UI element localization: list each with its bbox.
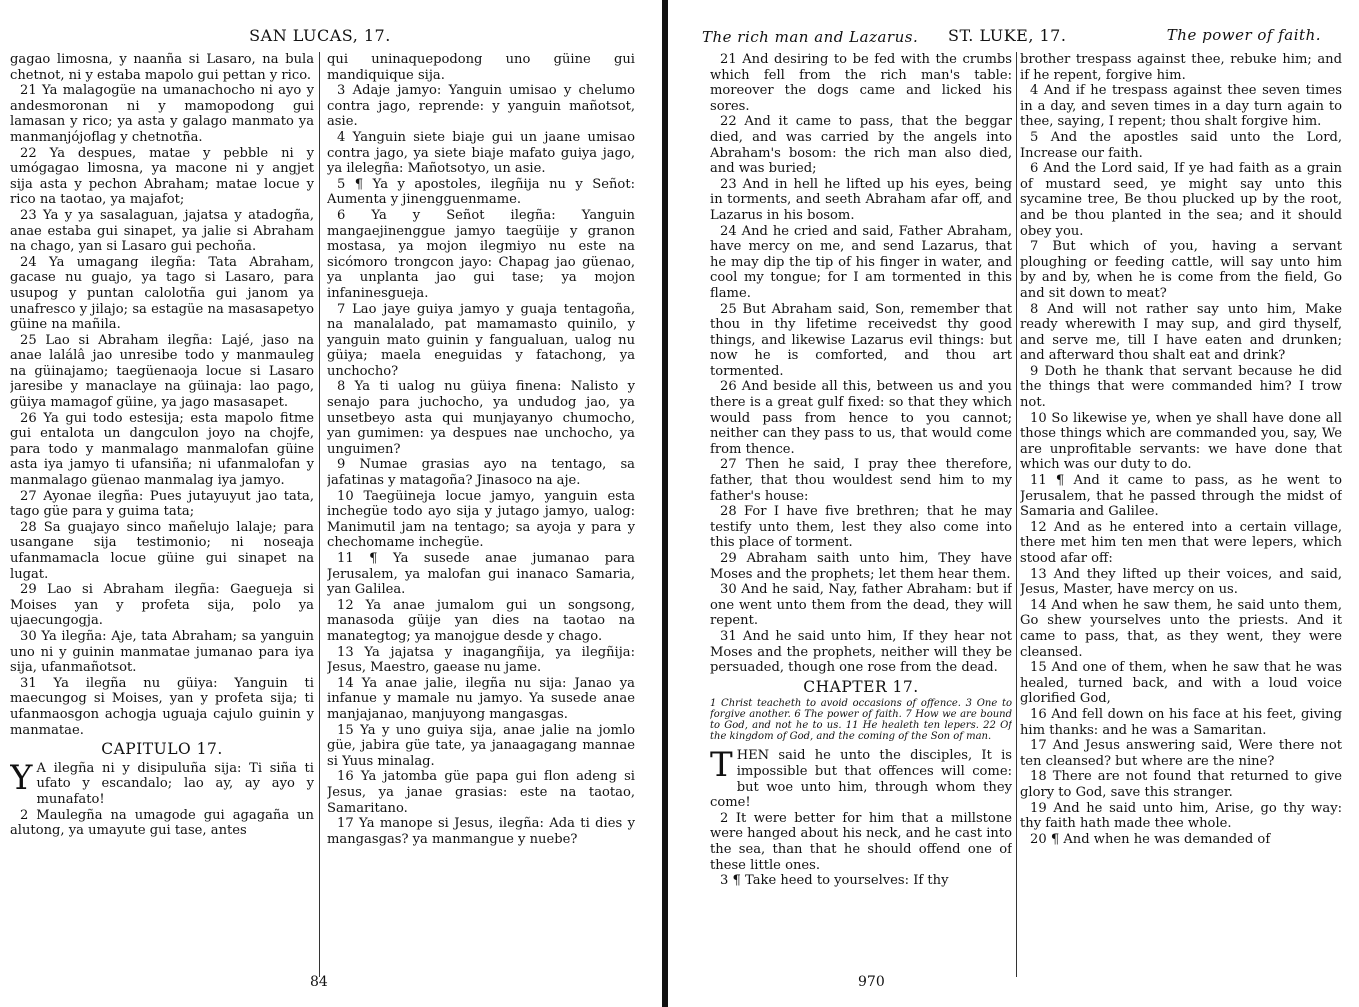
opening-text-english: HEN said he unto the disciples, It is impossible but that offences will come: but woe unto him, through whom they come! (710, 748, 1012, 811)
running-head-left: The rich man and Lazarus. (702, 28, 919, 46)
verse: 27 Then he said, I pray thee therefore, father, that thou wouldest send him to my father's house: (710, 457, 1012, 504)
verse: 15 And one of them, when he saw that he was healed, turned back, and with a loud voice glorified God, (1020, 660, 1342, 707)
verse: 8 Ya ti ualog nu güiya finena: Nalisto y senajo para juchocho, ya undudog jao, ya unsetbeyo asta qui munjayanyo chumocho, yan gumimen: ya despues nae unchocho, ya unguimen? (327, 379, 635, 457)
verse: 23 Ya y ya sasalaguan, jajatsa y atadogña, anae estaba gui sinapet, ya jalie si Abraham na chago, yan si Lasaro gui pechoña. (10, 207, 314, 255)
verse: 17 Ya manope si Jesus, ilegña: Ada ti dies y mangasgas? ya manmangue y nuebe? (327, 816, 635, 847)
verse: 5 And the apostles said unto the Lord, Increase our faith. (1020, 129, 1342, 161)
verse: 30 And he said, Nay, father Abraham: but if one went unto them from the dead, they will repent. (710, 582, 1012, 629)
right-column-rule (1016, 52, 1017, 977)
verse: 25 Lao si Abraham ilegña: Lajé, jaso na anae lalálâ jao unresibe todo y manmauleg na güinajamo; taegüenaoja locue si Lasaro jaresibe y manaclaye na güinaja: lao pago, güiya mamagof güine, ya jago masasapet. (10, 332, 314, 411)
verse: 9 Numae grasias ayo na tentago, sa jafatinas y matagoña? Jinasoco na aje. (327, 457, 635, 489)
verse: 5 ¶ Ya y apostoles, ilegñija nu y Señot: Aumenta y jinengguenmame. (327, 176, 635, 208)
left-col2-verses (327, 52, 635, 847)
verse: 2 Maulegña na umagode gui agagaña un alutong, ya umayute gui tase, antes (10, 807, 314, 839)
verse: 3 Adaje jamyo: Yanguin umisao y chelumo contra jago, reprende: y yanguin mañotsot, asie. (327, 83, 635, 130)
verse: 31 Ya ilegña nu güiya: Yanguin ti maecungog si Moises, yan y profeta sija; ti ufanmaosgon achogja uguaja cajulo guinin y manmatae. (10, 675, 314, 738)
verse: 29 Lao si Abraham ilegña: Gaegueja si Moises yan y profeta sija, polo ya ujaecungogja. (10, 582, 314, 629)
running-head-center: ST. LUKE, 17. (948, 26, 1067, 45)
right-col2-verses (1020, 52, 1342, 847)
verse: 25 But Abraham said, Son, remember that thou in thy lifetime receivedst thy good things, and likewise Lazarus evil things: but now he is comforted, and thou art tormented. (710, 301, 1012, 379)
verse: 6 And the Lord said, If ye had faith as a grain of mustard seed, ye might say unto this sycamine tree, Be thou plucked up by the root, and be thou planted in the sea; and it should obey you. (1020, 161, 1342, 239)
left-running-head: SAN LUCAS, 17. (249, 26, 391, 45)
verse: 26 And beside all this, between us and you there is a great gulf fixed: so that they which would pass from hence to you cannot; neither can they pass to us, that would come from thence. (710, 379, 1012, 457)
verse: 19 And he said unto him, Arise, go thy way: thy faith hath made thee whole. (1020, 800, 1342, 832)
drop-cap-letter-english: T (710, 745, 733, 786)
verse: 29 Abraham saith unto him, They have Moses and the prophets; let them hear them. (710, 551, 1012, 582)
verse: 3 ¶ Take heed to yourselves: If thy (720, 873, 949, 889)
verse: 9 Doth he thank that servant because he did the things that were commanded him? I trow not. (1020, 363, 1342, 411)
verse: 7 Lao jaye guiya jamyo y guaja tentagoña, na manalalado, pat mamamasto quinilo, y yanguin mato guinin y fangualuan, ualog nu güiya; maela eneguidas y fatachong, ya unchocho? (327, 301, 635, 379)
verse: 31 And he said unto him, If they hear not Moses and the prophets, neither will they be persuaded, though one rose from the dead. (710, 628, 1012, 676)
right-column-1 (710, 52, 1012, 982)
verse: 4 Yanguin siete biaje gui un jaane umisao contra jago, ya siete biaje mafato guiya jago, ya ilelegña: Mañotsotyo, un asie. (327, 129, 635, 177)
verse: 23 And in hell he lifted up his eyes, being in torments, and seeth Abraham afar off, and Lazarus in his bosom. (710, 176, 1012, 223)
book-gutter (640, 0, 690, 1007)
verse: 13 Ya jajatsa y inagangñija, ya ilegñija: Jesus, Maestro, gaease nu jame. (327, 644, 635, 676)
verse: 16 And fell down on his face at his feet, giving him thanks: and he was a Samaritan. (1020, 706, 1342, 738)
verse: 21 Ya malagogüe na umanachocho ni ayo y andesmoronan ni y mamopodong gui lamasan y rico; ya asta y galago manmato ya manmanjójoflag y chetnotña. (10, 83, 314, 145)
chapter-heading-capitulo: CAPITULO 17. (101, 740, 223, 759)
verse: 30 Ya ilegña: Aje, tata Abraham; sa yanguin uno ni y guinin manmatae jumanao para iya sija, ufanmañotsot. (10, 628, 314, 676)
left-page (0, 0, 640, 1007)
verse: 22 And it came to pass, that the beggar died, and was carried by the angels into Abraham's bosom: the rich man also died, and was buried; (710, 114, 1012, 177)
drop-cap-letter: Y (10, 757, 33, 798)
verse: 13 And they lifted up their voices, and said, Jesus, Master, have mercy on us. (1020, 566, 1342, 598)
verse: 24 Ya umagang ilegña: Tata Abraham, gacase nu guajo, ya tago si Lasaro, para usupog y puntan calolotña gui janom ya unafresco y jilajo; sa estagüe na masasapetyo güine na mañila. (10, 254, 314, 333)
chapter-heading-english: CHAPTER 17. (803, 677, 919, 696)
right-page (690, 0, 1359, 1007)
verse: 18 There are not found that returned to give glory to God, save this stranger. (1020, 769, 1342, 800)
right-page-number: 970 (858, 974, 885, 990)
right-column-2 (1020, 52, 1342, 982)
verse: 24 And he cried and said, Father Abraham, have mercy on me, and send Lazarus, that he may dip the tip of his finger in water, and cool my tongue; for I am tormented in this flame. (710, 223, 1012, 301)
verse: qui uninaquepodong uno güine gui mandiquique sija. (327, 52, 635, 83)
left-column-2 (327, 52, 635, 982)
chapter-opening-paragraph-english (710, 745, 1012, 811)
verse: 12 Ya anae jumalom gui un songsong, manasoda güije yan dies na taotao na manategtog; ya manojgue desde y chago. (327, 597, 635, 644)
verse: 20 ¶ And when he was demanded of (1030, 831, 1271, 847)
left-page-number: 84 (310, 974, 328, 990)
verse: 15 Ya y uno guiya sija, anae jalie na jomlo güe, jabira güe tate, ya janaagagang mannae si Yuus minalag. (327, 722, 635, 769)
verse: 7 But which of you, having a servant ploughing or feeding cattle, will say unto him by and by, when he is come from the field, Go and sit down to meat? (1020, 239, 1342, 301)
verse: 26 Ya gui todo estesija; esta mapolo fitme gui entalota un dangculon joyo na chojfe, para todo y manmalago manmalofan güine asta iya jamyo ti ufansiña; ni ufanmalofan y manmalago güenao manmalag iya jamyo. (10, 410, 314, 489)
verse: 10 Taegüineja locue jamyo, yanguin esta inchegüe todo ayo sija y jutago jamyo, ualog: Manimutil jam na tentago; sa ayoja y para y chechomame inchegüe. (327, 488, 635, 551)
verse: 14 Ya anae jalie, ilegña nu sija: Janao ya infanue y mamale nu jamyo. Ya susede anae manjajanao, manjuyong mangasgas. (327, 675, 635, 722)
left-col1-verses (10, 52, 314, 738)
verse: 6 Ya y Señot ilegña: Yanguin mangaejinenggue jamyo taegüije y granon mostasa, ya mojon ilegmiyo nu este na sicómoro trongcon jayo: Chapag jao güenao, ya unplanta jao gui tase; ya mojon infaninesgueja. (327, 207, 635, 301)
verse: gagao limosna, y naanña si Lasaro, na bula chetnot, ni y estaba mapolo gui pettan y rico. (10, 52, 314, 83)
right-col1-verses (710, 52, 1012, 676)
verse: 16 Ya jatomba güe papa gui flon adeng si Jesus, ya janae grasias: este na taotao, Samaritano. (327, 769, 635, 816)
opening-text: A ilegña ni y disipuluña sija: Ti siña ti ufato y escandalo; lao ay, ay ayo y munafato! (36, 760, 314, 807)
right-running-head (690, 26, 1359, 48)
verse: 4 And if he trespass against thee seven times in a day, and seven times in a day turn again to thee, saying, I repent; thou shalt forgive him. (1020, 83, 1342, 130)
verse: 28 For I have five brethren; that he may testify unto them, lest they also come into this place of torment. (710, 504, 1012, 551)
verse: 12 And as he entered into a certain village, there met him ten men that were lepers, which stood afar off: (1020, 519, 1342, 566)
chapter-summary: 1 Christ teacheth to avoid occasions of offence. 3 One to forgive another. 6 The power of faith. 7 How we are bound to God, and not he to us. 11 He healeth ten lepers. 22 Of the kingdom of God, and the coming of the Son of man. (710, 698, 1012, 743)
left-column-rule (319, 52, 320, 977)
verse: 14 And when he saw them, he said unto them, Go shew yourselves unto the priests. And it came to pass, that, as they went, they were cleansed. (1020, 597, 1342, 660)
verse: 21 And desiring to be fed with the crumbs which fell from the rich man's table: moreover the dogs came and licked his sores. (710, 52, 1012, 114)
verse: 17 And Jesus answering said, Were there not ten cleansed? but where are the nine? (1020, 738, 1342, 769)
left-column-1 (10, 52, 314, 982)
verse: 11 ¶ And it came to pass, as he went to Jerusalem, that he passed through the midst of Samaria and Galilee. (1020, 473, 1342, 520)
running-head-right: The power of faith. (1166, 26, 1321, 44)
right-col1-verses-after (710, 811, 1012, 889)
chapter-opening-paragraph (10, 757, 314, 808)
verse: 10 So likewise ye, when ye shall have done all those things which are commanded you, say, We are unprofitable servants: we have done that which was our duty to do. (1020, 410, 1342, 473)
verse: 2 It were better for him that a millstone were hanged about his neck, and he cast into the sea, than that he should offend one of these little ones. (710, 810, 1012, 873)
verse: 22 Ya despues, matae y pebble ni y umógagao limosna, ya macone ni y angjet sija asta y pechon Abraham; matae locue y rico na taotao, ya majafot; (10, 145, 314, 208)
verse: brother trespass against thee, rebuke him; and if he repent, forgive him. (1020, 52, 1342, 83)
verse: 28 Sa guajayo sinco mañelujo lalaje; para usangane sija testimonio; ni noseaja ufanmamacla locue güine gui sinapet na lugat. (10, 519, 314, 582)
verse: 8 And will not rather say unto him, Make ready wherewith I may sup, and gird thyself, and serve me, till I have eaten and drunken; and afterward thou shalt eat and drink? (1020, 301, 1342, 364)
gutter-shadow (662, 0, 668, 1007)
left-col1-verses-after (10, 808, 314, 839)
verse: 27 Ayonae ilegña: Pues jutayuyut jao tata, tago güe para y guima tata; (10, 488, 314, 520)
verse: 11 ¶ Ya susede anae jumanao para Jerusalem, ya malofan gui inanaco Samaria, yan Galilea. (327, 551, 635, 598)
